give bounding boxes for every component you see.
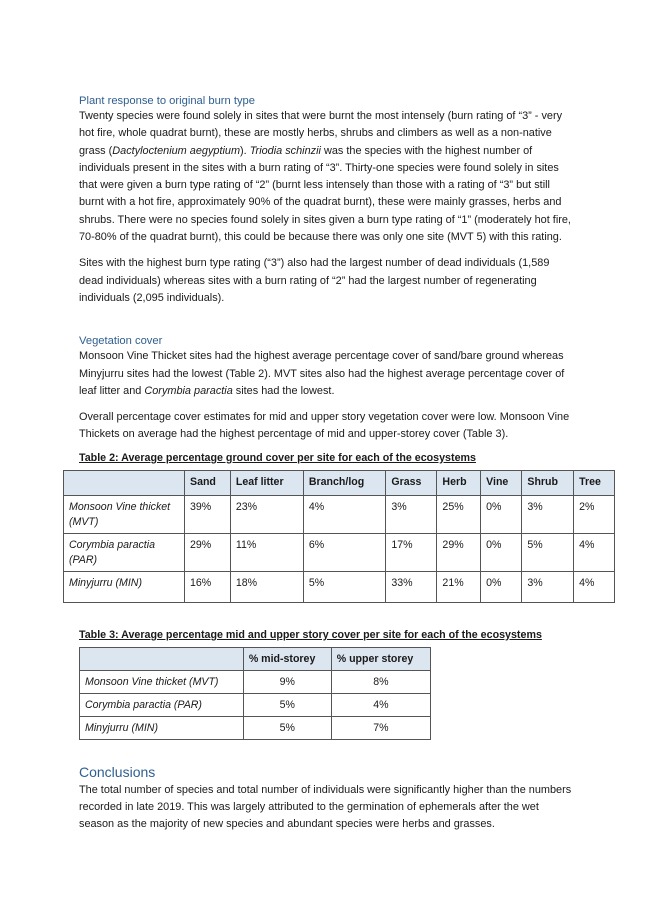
table-cell: 7% (331, 716, 430, 739)
table-header-cell: % mid-storey (243, 647, 331, 670)
text-run: sites had the lowest. (232, 384, 335, 397)
text-run: Twenty species were found solely in sites that were burnt the most intensely (burn rating of “3” - very hot fire, whole quadrat burnt), these are mostly herbs, shrubs and climbers as well as a non-native grass ( (79, 110, 563, 157)
table3-caption: Table 3: Average percentage mid and upper story cover per site for each of the ecosystems (79, 628, 542, 641)
table-cell: 18% (230, 571, 303, 602)
table-row (64, 533, 615, 571)
table-cell: 9% (243, 670, 331, 693)
table-header-cell: Tree (574, 470, 615, 495)
table-row (80, 693, 431, 716)
table-cell: 11% (230, 533, 303, 571)
text-run: ). (240, 144, 250, 157)
table-header-cell: Vine (481, 470, 522, 495)
table-header-cell (64, 470, 185, 495)
ecosystem-cell: Minyjurru (MIN) (80, 716, 244, 739)
text-run: was the species with the highest number of individuals present in the sites with a burn rating of “3”. Thirty-one species were found solely in sites that were given a burn type rating of “2” (burnt less intensely than those with a rating of “3” but still burnt with a hot fire, approximately 90% of the quadrat burnt), these were mainly grasses, herbs and shrubs. There were no species found solely in sites given a burn type rating of “1” (moderately hot fire, 70-80% of the quadrat burnt), this could be because there was only one site (MVT 5) with this rating. (79, 144, 571, 244)
table-cell: 4% (303, 495, 386, 533)
ecosystem-cell: Corymbia paractia (PAR) (80, 693, 244, 716)
text-run: Monsoon Vine Thicket sites had the highest average percentage cover of sand/bare ground whereas Minyjurru sites had the lowest (Table 2). MVT sites also had the highest average percentage cover of leaf litter and (79, 350, 565, 397)
table-cell: 23% (230, 495, 303, 533)
table-header-cell: % upper storey (331, 647, 430, 670)
table-cell: 4% (331, 693, 430, 716)
table2-caption: Table 2: Average percentage ground cover per site for each of the ecosystems (79, 451, 476, 464)
table-header-cell: Sand (185, 470, 231, 495)
table-row (80, 670, 431, 693)
table-header-cell: Leaf litter (230, 470, 303, 495)
burn-paragraph-2: Sites with the highest burn type rating (“3”) also had the largest number of dead individuals (1,589 dead individuals) whereas sites with a burn rating of “2” had the largest number of regenerating individuals (2,095 individuals). (79, 257, 550, 304)
table-row (64, 495, 615, 533)
table-cell: 39% (185, 495, 231, 533)
table-cell: 6% (303, 533, 386, 571)
table-cell: 3% (522, 571, 574, 602)
veg-paragraph-1 (79, 348, 573, 400)
table-cell: 0% (481, 495, 522, 533)
table-cell: 0% (481, 533, 522, 571)
table-cell: 16% (185, 571, 231, 602)
table-cell: 4% (574, 571, 615, 602)
table-cell: 5% (522, 533, 574, 571)
ecosystem-cell: Minyjurru (MIN) (64, 571, 185, 602)
table-cell: 4% (574, 533, 615, 571)
table-cell: 25% (437, 495, 481, 533)
ground-cover-table (63, 470, 615, 603)
ecosystem-cell: Monsoon Vine thicket (MVT) (80, 670, 244, 693)
species-name: Dactyloctenium aegyptium (112, 144, 241, 157)
section-heading-burn: Plant response to original burn type (79, 95, 256, 107)
table-cell: 8% (331, 670, 430, 693)
storey-cover-table (79, 647, 431, 740)
species-name: Triodia schinzii (249, 144, 321, 157)
table-header-row (64, 470, 615, 495)
table-cell: 5% (243, 716, 331, 739)
table-cell: 17% (386, 533, 437, 571)
table-cell: 2% (574, 495, 615, 533)
burn-paragraph-1 (79, 108, 573, 246)
table-header-cell (80, 647, 244, 670)
table-row (64, 571, 615, 602)
table-cell: 0% (481, 571, 522, 602)
table-cell: 29% (185, 533, 231, 571)
table-header-cell: Grass (386, 470, 437, 495)
table-cell: 3% (522, 495, 574, 533)
ecosystem-cell: Monsoon Vine thicket (MVT) (64, 495, 185, 533)
table-header-cell: Branch/log (303, 470, 386, 495)
table-cell: 5% (243, 693, 331, 716)
table-header-row (80, 647, 431, 670)
table-cell: 33% (386, 571, 437, 602)
section-heading-conclusions: Conclusions (79, 763, 156, 780)
table-cell: 5% (303, 571, 386, 602)
table-cell: 3% (386, 495, 437, 533)
table-header-cell: Shrub (522, 470, 574, 495)
table-header-cell: Herb (437, 470, 481, 495)
table-cell: 29% (437, 533, 481, 571)
conclusions-paragraph: The total number of species and total number of individuals were significantly higher than the numbers recorded in late 2019. This was largely attributed to the germination of ephemerals after the wet season as the majority of new species and abundant species were herbs and grasses. (79, 783, 572, 831)
ecosystem-cell: Corymbia paractia (PAR) (64, 533, 185, 571)
species-name: Corymbia paractia (144, 384, 233, 397)
veg-paragraph-2: Overall percentage cover estimates for mid and upper story vegetation cover were low. Monsoon Vine Thickets on average had the highest percentage of mid and upper-storey cover (Table 3). (79, 411, 570, 441)
table-row (80, 716, 431, 739)
table-cell: 21% (437, 571, 481, 602)
section-heading-vegetation: Vegetation cover (79, 335, 163, 348)
document-page (69, 95, 601, 834)
